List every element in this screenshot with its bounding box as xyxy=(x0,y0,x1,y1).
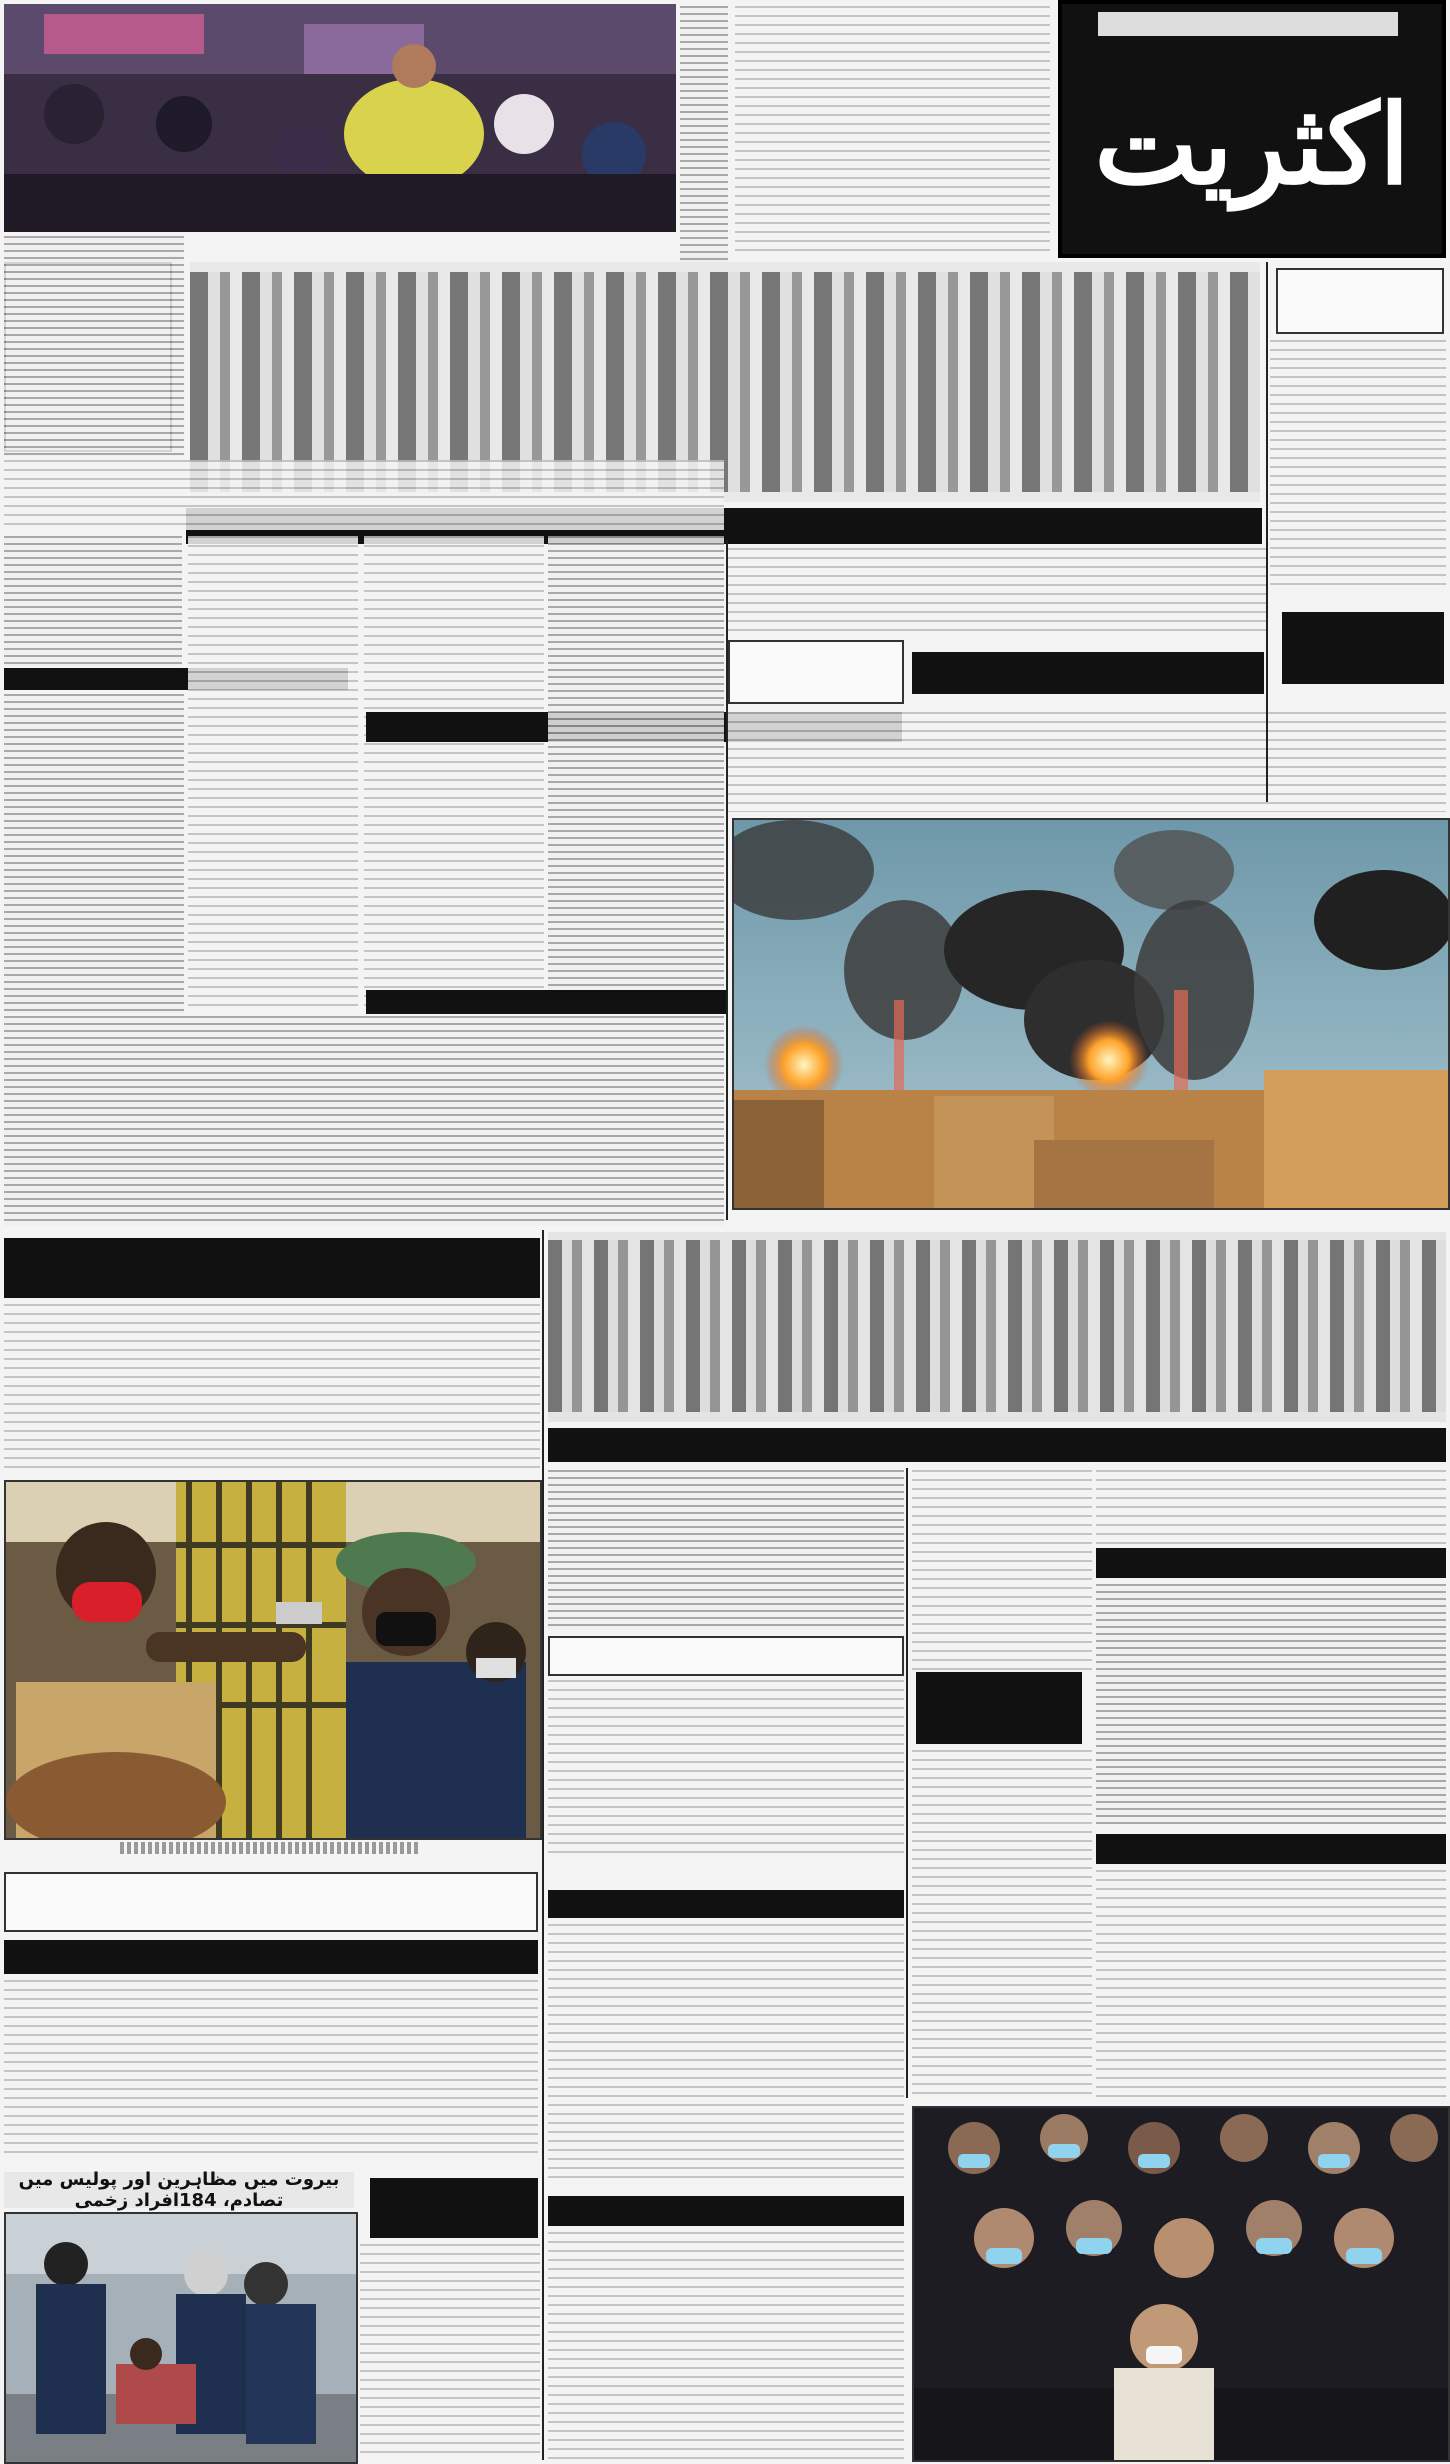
section-bar xyxy=(4,1940,538,1974)
section-bar xyxy=(370,2178,538,2238)
headline-glyphs xyxy=(190,272,1260,492)
sidebar-box xyxy=(1276,268,1444,334)
section-bar xyxy=(548,2196,904,2226)
photo-caption xyxy=(120,1842,420,1854)
column-text xyxy=(1096,1870,1446,2100)
column-text xyxy=(548,1470,904,1630)
column-text xyxy=(4,1016,724,1226)
photo-temperature-check xyxy=(4,1480,542,1840)
column-text xyxy=(728,712,1446,812)
photo-beirut-clash xyxy=(4,2212,358,2464)
photo-market-crowd xyxy=(4,4,676,232)
section-bar xyxy=(548,1890,904,1918)
column-text xyxy=(1096,1470,1446,1544)
column-rule xyxy=(906,1468,908,2098)
column-text xyxy=(912,1470,1092,1670)
column-rule xyxy=(542,1230,544,2460)
section-bar xyxy=(912,652,1264,694)
column-text xyxy=(548,1680,904,1860)
section-bar xyxy=(366,990,726,1014)
column-rule xyxy=(726,540,728,1220)
section-bar xyxy=(1096,1548,1446,1578)
column-text xyxy=(735,6,1050,256)
second-headline-block xyxy=(548,1232,1446,1422)
masthead-strip xyxy=(1098,12,1398,36)
column-text xyxy=(188,536,358,1006)
boxed-story xyxy=(4,1872,538,1932)
column-text xyxy=(360,2244,540,2460)
section-bar xyxy=(1096,1834,1446,1864)
section-bar xyxy=(1282,612,1444,684)
column-text xyxy=(548,2232,904,2460)
column-text xyxy=(548,536,724,1006)
column-text xyxy=(4,236,184,456)
column-text xyxy=(1270,340,1446,590)
masthead-title: اکثریت xyxy=(1094,79,1410,209)
column-text xyxy=(4,460,724,530)
beirut-headline: بیروت میں مظاہرین اور پولیس میں تصادم، 184افراد زخمی xyxy=(4,2172,354,2208)
photo-masked-crowd xyxy=(912,2106,1450,2462)
column-text xyxy=(912,1750,1092,2100)
boxed-story xyxy=(728,640,904,704)
headline-glyphs xyxy=(548,1240,1446,1412)
boxed-story xyxy=(548,1636,904,1676)
column-text xyxy=(728,548,1268,634)
column-text xyxy=(4,1304,540,1470)
section-bar xyxy=(916,1672,1082,1744)
photo-gaza-airstrike xyxy=(732,818,1450,1210)
headline-underbar xyxy=(548,1428,1446,1462)
column-text xyxy=(4,694,184,1014)
masthead xyxy=(1058,0,1446,258)
column-text xyxy=(4,1980,538,2160)
column-text xyxy=(548,1924,904,2184)
column-text xyxy=(364,536,544,1006)
column-rule xyxy=(1266,262,1268,802)
column-text xyxy=(4,536,182,666)
section-bar xyxy=(4,1238,540,1298)
column-text xyxy=(1096,1584,1446,1824)
